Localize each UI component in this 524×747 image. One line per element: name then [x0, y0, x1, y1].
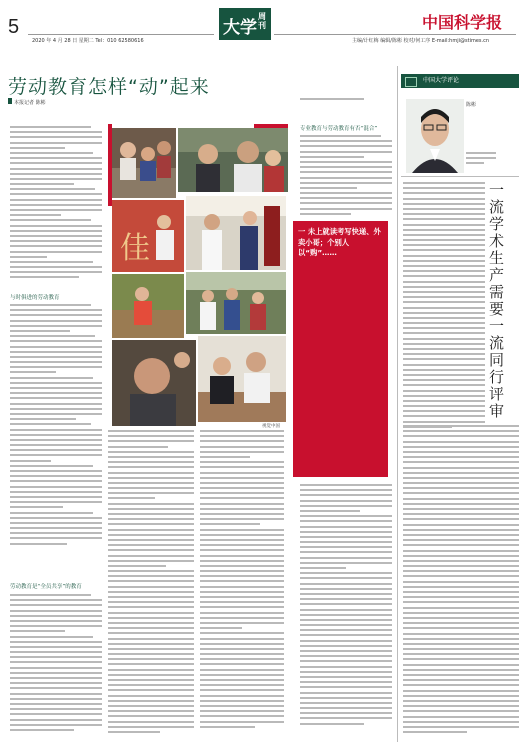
- text-column-4-bottom: [300, 484, 392, 728]
- photo-classroom: [186, 196, 286, 270]
- page-number: 5: [8, 16, 20, 38]
- text-column-4: [300, 135, 392, 218]
- editor-credits: 主编/计红梅 编辑/陈彬 校对/何工序 E-mail:hmji@stimes.cn: [352, 38, 490, 44]
- headline-part-2: “动”: [128, 76, 170, 98]
- text-column-2: [108, 430, 194, 736]
- sidebar-text-top: [403, 182, 485, 431]
- subhead-2: 劳动教育是“全员共享”的教育: [10, 584, 82, 590]
- headline-part-1: 劳动教育怎样: [8, 76, 129, 98]
- section-subtitle: 周刊: [258, 12, 266, 30]
- photo-volunteers: [112, 200, 184, 272]
- article-byline: 本报记者 陈彬: [14, 100, 46, 106]
- photo-elders: [178, 128, 288, 192]
- column-title-vertical: 一流学术生产需要一流同行评审: [489, 181, 505, 420]
- byline-marker: [8, 98, 12, 104]
- book-icon: [405, 77, 417, 87]
- header-rule-right: [274, 34, 516, 35]
- svg-text:佳: 佳: [120, 231, 150, 266]
- text-column-3: [200, 430, 284, 731]
- text-column-1c: [10, 594, 102, 734]
- sidebar-header: 中国大学评论: [401, 74, 519, 88]
- sidebar-divider: [397, 66, 398, 742]
- pull-quote: 一 未上就读考写快递、外卖小哥；个别人以“购”……: [293, 221, 388, 477]
- headline-part-3: 起来: [169, 76, 210, 98]
- text-column-1b: [10, 304, 102, 548]
- section-title: 大学: [223, 18, 257, 38]
- photo-elder-portrait: [112, 340, 196, 426]
- issue-date-line: 2020 年 4 月 28 日 星期二 Tel：010 62580616: [32, 38, 144, 44]
- sidebar-text-bottom: [403, 425, 519, 736]
- photo-villagers: [112, 128, 176, 198]
- author-photo: [406, 99, 464, 173]
- photo-field-work: [112, 274, 184, 338]
- header-rule-left: [28, 34, 214, 35]
- photo-students-outdoor: [186, 272, 286, 334]
- callout-gap: [286, 221, 293, 477]
- article-headline: [8, 72, 210, 99]
- subhead-3: 专业教育与劳动教育有否“混合”: [300, 126, 378, 132]
- photo-credit: 视觉中国: [262, 424, 280, 429]
- photo-interview: [198, 336, 286, 422]
- author-bio: [466, 152, 496, 168]
- subhead-1: 与时俱进的劳动教育: [10, 295, 60, 301]
- text-column-1: [10, 126, 102, 282]
- section-masthead: [219, 8, 271, 40]
- sidebar-rule: [401, 176, 519, 177]
- author-name: 陈彬: [466, 102, 477, 108]
- newspaper-logo: 中国科学报: [422, 13, 503, 32]
- text-column-4-top: [300, 98, 392, 103]
